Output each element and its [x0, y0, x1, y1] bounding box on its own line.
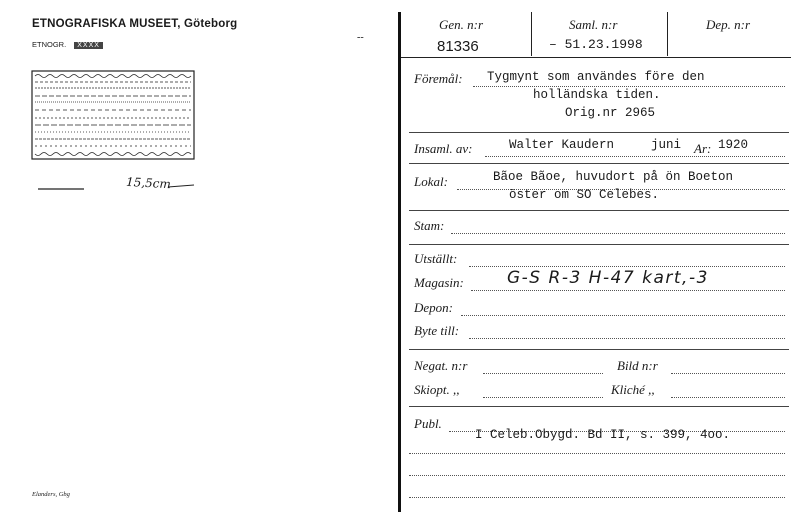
separator-4 [409, 244, 789, 245]
lokal-line1: Bãoe Bãoe, huvudort på ön Boeton [493, 170, 734, 184]
kliche-label: Kliché ,, [611, 382, 655, 397]
publ-label: Publ. [414, 416, 442, 431]
textile-coin-drawing [31, 70, 195, 160]
foremal-line3: Orig.nr 2965 [565, 106, 656, 120]
depon-line [461, 315, 785, 316]
ar-label: Ar: [694, 141, 712, 156]
printer-mark: Elanders, Gbg [32, 491, 70, 498]
separator-5 [409, 349, 789, 350]
byte-line [469, 338, 785, 339]
header-divider-2 [667, 12, 668, 56]
utstallt-label: Utställt: [414, 251, 458, 266]
insaml-month: juni [651, 138, 682, 152]
kliche-line [671, 397, 785, 398]
saml-label: Saml. n:r [569, 17, 618, 32]
lokal-line2: öster om SO Celebes. [509, 188, 660, 202]
etnogr-label-text: ETNOGR. [32, 40, 67, 49]
publ-line-4 [409, 497, 785, 498]
byte-label: Byte till: [414, 323, 460, 338]
etnogr-label [32, 40, 103, 49]
gen-value: 81336 [437, 38, 479, 55]
foremal-line1: Tygmynt som användes före den [487, 70, 705, 84]
insaml-line [485, 156, 785, 157]
size-measure-line [36, 175, 196, 197]
catalog-card [398, 12, 793, 512]
museum-title: ETNOGRAFISKA MUSEET, Göteborg [32, 18, 238, 30]
dash-mark: -- [357, 32, 364, 43]
stam-line [451, 233, 785, 234]
gen-label: Gen. n:r [439, 17, 484, 32]
bild-line [671, 373, 785, 374]
foremal-line2: holländska tiden. [533, 88, 661, 102]
magasin-label: Magasin: [414, 275, 464, 290]
etnogr-stamp: XXXX [74, 42, 103, 49]
publ-value: I Celeb.Obygd. Bd II, s. 399, 4oo. [475, 428, 731, 442]
bild-label: Bild n:r [617, 358, 658, 373]
stam-label: Stam: [414, 218, 445, 233]
negat-line [483, 373, 603, 374]
size-note: 15,5cm [125, 174, 172, 192]
negat-label: Negat. n:r [414, 358, 468, 373]
magasin-line [471, 290, 785, 291]
utstallt-line [469, 266, 785, 267]
insaml-value: Walter Kaudern [509, 138, 615, 152]
dep-label: Dep. n:r [706, 17, 751, 32]
ar-value: 1920 [718, 138, 749, 152]
publ-line-3 [409, 475, 785, 476]
separator-6 [409, 406, 789, 407]
skiopt-line [483, 397, 603, 398]
skiopt-label: Skiopt. ,, [414, 382, 460, 397]
lokal-label: Lokal: [414, 174, 448, 189]
saml-value: – 51.23.1998 [549, 37, 643, 52]
separator-1 [409, 132, 789, 133]
separator-3 [409, 210, 789, 211]
publ-line-2 [409, 453, 785, 454]
saml-value-text: 51.23.1998 [564, 37, 643, 52]
header-bottom-line [401, 57, 791, 58]
foremal-label: Föremål: [414, 71, 463, 86]
insaml-label: Insaml. av: [414, 141, 473, 156]
separator-2 [409, 163, 789, 164]
header-divider-1 [531, 12, 532, 56]
depon-label: Depon: [414, 300, 453, 315]
foremal-line [473, 86, 785, 87]
magasin-value: G-S R-3 H-47 kart,-3 [507, 268, 709, 288]
